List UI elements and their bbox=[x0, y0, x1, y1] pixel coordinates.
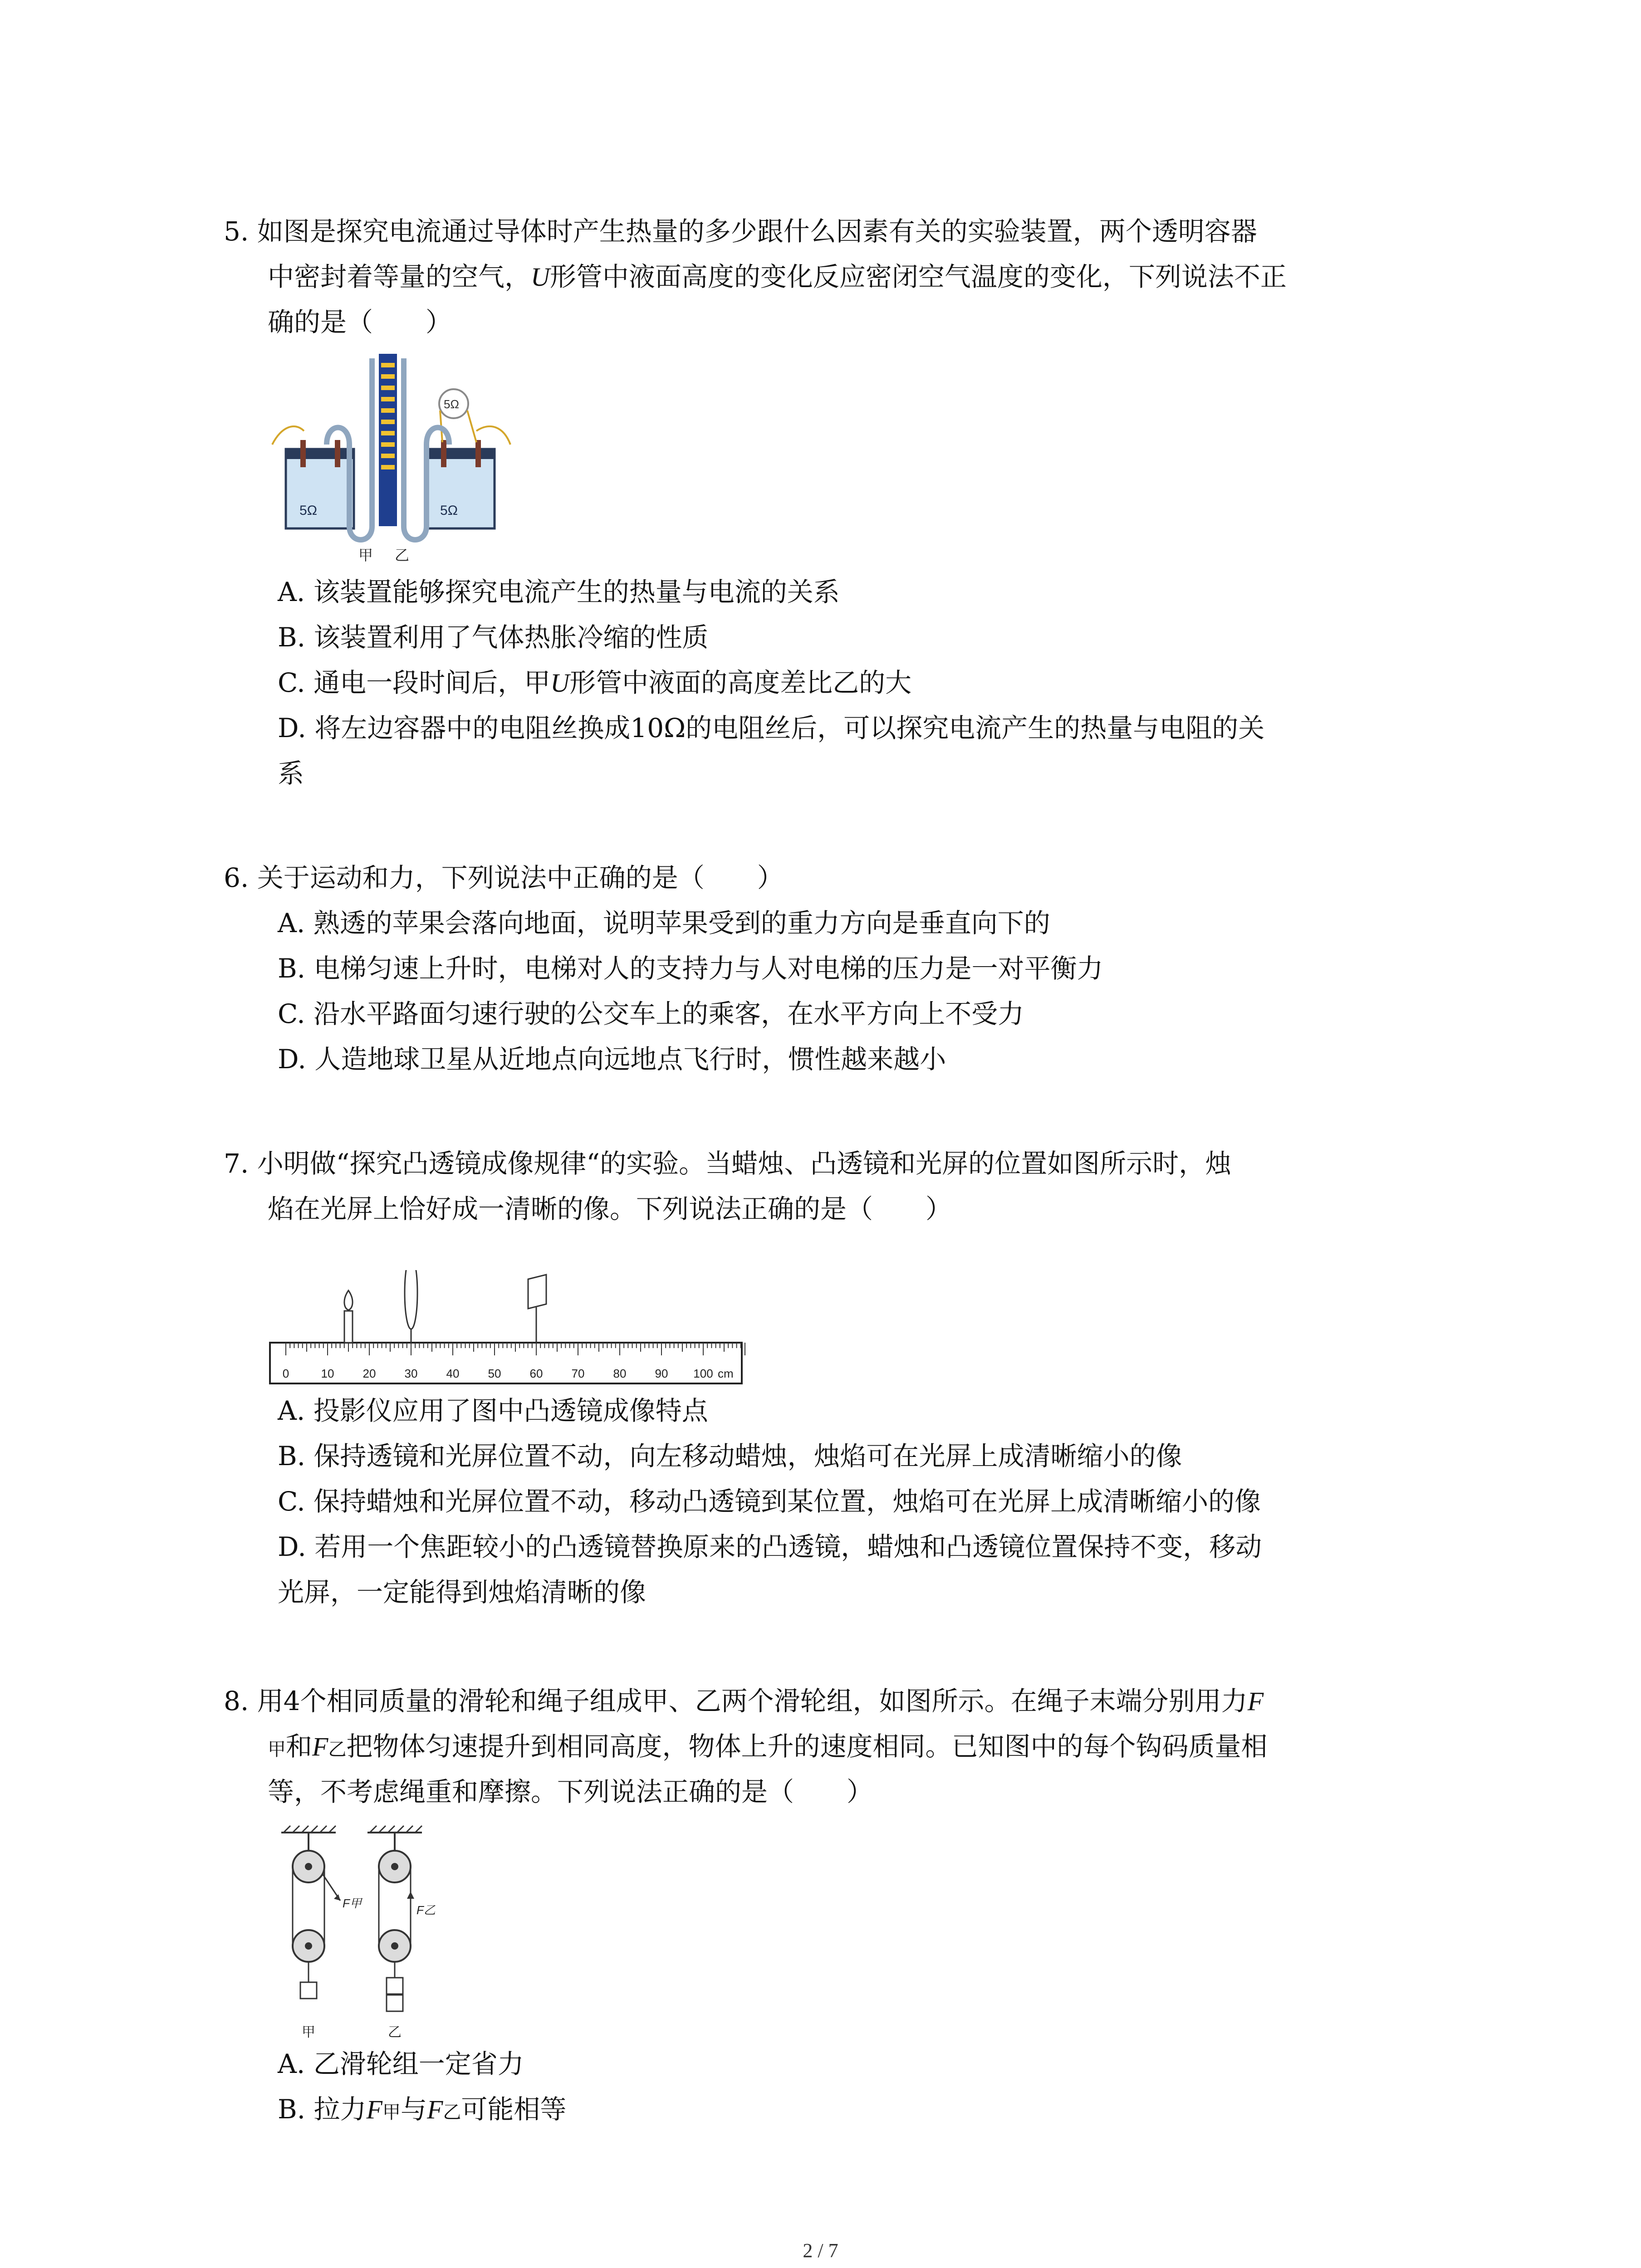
q7-ruler-label: 80 bbox=[613, 1367, 627, 1380]
q5-stem-line1: 5. 如图是探究电流通过导体时产生热量的多少跟什么因素有关的实验装置，两个透明容器 bbox=[224, 216, 1257, 247]
q6-option-b: B. 电梯匀速上升时，电梯对人的支持力与人对电梯的压力是一对平衡力 bbox=[278, 953, 1103, 984]
q7-option-c: C. 保持蜡烛和光屏位置不动，移动凸透镜到某位置，烛焰可在光屏上成清晰缩小的像 bbox=[278, 1486, 1261, 1517]
q7-ruler-unit: cm bbox=[718, 1367, 734, 1380]
q7-candle bbox=[344, 1290, 353, 1343]
q8-stem-f: F bbox=[1247, 1686, 1264, 1716]
q7-option-d-line2: 光屏，一定能得到烛焰清晰的像 bbox=[278, 1577, 647, 1608]
q5-stem-line2 bbox=[268, 259, 1287, 295]
q8-stem-text: 8. 用4个相同质量的滑轮和绳子组成甲、乙两个滑轮组，如图所示。在绳子末端分别用力 bbox=[224, 1686, 1248, 1716]
q7-ruler-label: 90 bbox=[655, 1367, 668, 1380]
q7-stem-line2: 焰在光屏上恰好成一清晰的像。下列说法正确的是（ ） bbox=[268, 1193, 952, 1224]
q8-stem-line1 bbox=[224, 1683, 1264, 1720]
q7-convex-lens bbox=[405, 1270, 417, 1343]
q8-label-jia: 甲 bbox=[302, 2025, 315, 2040]
q5-stem-line3: 确的是（ ） bbox=[268, 307, 452, 337]
q5-stem-text: 中密封着等量的空气， bbox=[268, 261, 531, 292]
page-number: 2 / 7 bbox=[803, 2239, 838, 2262]
q5-option-b: B. 该装置利用了气体热胀冷缩的性质 bbox=[278, 622, 709, 653]
q7-ruler-label: 30 bbox=[404, 1367, 418, 1380]
q7-stem-line1: 7. 小明做“探究凸透镜成像规律“的实验。当蜡烛、凸透镜和光屏的位置如图所示时，烛 bbox=[224, 1148, 1232, 1179]
q8-option-b bbox=[278, 2091, 566, 2131]
q8-label-yi: 乙 bbox=[388, 2025, 402, 2040]
q6-option-d: D. 人造地球卫星从近地点向远地点飞行时，惯性越来越小 bbox=[278, 1044, 946, 1075]
q8-option-b-yu: 与 bbox=[400, 2094, 427, 2125]
q7-ruler-body bbox=[270, 1343, 742, 1383]
q8-force-yi-label: F乙 bbox=[416, 1903, 436, 1917]
q5-stem-u: U bbox=[531, 262, 550, 292]
q7-ruler-label: 20 bbox=[362, 1367, 376, 1380]
q7-light-screen bbox=[528, 1275, 546, 1343]
q8-force-jia-label: F甲 bbox=[343, 1897, 362, 1910]
q8-pulley-figure bbox=[272, 1823, 463, 2050]
q7-option-d-line1: D. 若用一个焦距较小的凸透镜替换原来的凸透镜，蜡烛和凸透镜位置保持不变，移动 bbox=[278, 1531, 1262, 1562]
q7-ruler-label: 10 bbox=[321, 1367, 334, 1380]
q8-stem-he: 和 bbox=[286, 1731, 313, 1762]
q8-option-b-sub-yi: 乙 bbox=[443, 2102, 461, 2123]
q8-option-a: A. 乙滑轮组一定省力 bbox=[278, 2048, 524, 2079]
q8-stem-sub-jia: 甲 bbox=[268, 1739, 286, 1760]
q8-stem-f2: F bbox=[312, 1732, 328, 1761]
q5-option-d-line1: D. 将左边容器中的电阻丝换成10Ω的电阻丝后，可以探究电流产生的热量与电阻的关 bbox=[278, 713, 1265, 743]
q5-option-c-text2: 形管中液面的高度差比乙的大 bbox=[569, 667, 912, 698]
q8-option-b-sub-jia: 甲 bbox=[382, 2102, 401, 2123]
q6-stem: 6. 关于运动和力，下列说法中正确的是（ ） bbox=[224, 862, 784, 893]
q6-option-c: C. 沿水平路面匀速行驶的公交车上的乘客，在水平方向上不受力 bbox=[278, 998, 1024, 1029]
q5-u-tube-figure bbox=[268, 354, 513, 567]
q5-label-yi: 乙 bbox=[395, 547, 410, 563]
q6-option-a: A. 熟透的苹果会落向地面，说明苹果受到的重力方向是垂直向下的 bbox=[278, 908, 1050, 938]
q8-option-b-text: B. 拉力 bbox=[278, 2094, 367, 2125]
q8-option-b-f1: F bbox=[366, 2095, 382, 2124]
q7-ruler-label: 40 bbox=[446, 1367, 460, 1380]
q7-option-b: B. 保持透镜和光屏位置不动，向左移动蜡烛，烛焰可在光屏上成清晰缩小的像 bbox=[278, 1441, 1182, 1471]
q7-option-a: A. 投影仪应用了图中凸透镜成像特点 bbox=[278, 1395, 708, 1426]
q8-stem-line2 bbox=[268, 1728, 1267, 1768]
q7-ruler-label: 70 bbox=[571, 1367, 585, 1380]
q5-option-d-line2: 系 bbox=[278, 758, 304, 789]
q7-ruler-label: 100 bbox=[693, 1367, 713, 1380]
q8-option-b-text2: 可能相等 bbox=[461, 2094, 567, 2125]
q8-stem-line3: 等，不考虑绳重和摩擦。下列说法正确的是（ ） bbox=[268, 1776, 873, 1807]
q8-stem-sub-yi: 乙 bbox=[328, 1739, 347, 1760]
q5-label-jia: 甲 bbox=[358, 547, 373, 563]
q8-stem-text2: 把物体匀速提升到相同高度，物体上升的速度相同。已知图中的每个钩码质量相 bbox=[346, 1731, 1268, 1762]
q5-stem-text2: 形管中液面高度的变化反应密闭空气温度的变化，下列说法不正 bbox=[549, 261, 1287, 292]
q5-option-c-u: U bbox=[550, 668, 570, 698]
q7-optical-bench-figure bbox=[268, 1270, 749, 1388]
q8-option-b-f2: F bbox=[426, 2095, 443, 2124]
q7-ruler-label: 0 bbox=[282, 1367, 289, 1380]
q5-right-resistor-label: 5Ω bbox=[440, 503, 458, 518]
q5-option-c bbox=[278, 665, 911, 701]
q5-top-resistor-label: 5Ω bbox=[444, 397, 459, 411]
q5-option-a: A. 该装置能够探究电流产生的热量与电流的关系 bbox=[278, 577, 840, 607]
q7-ruler-label: 60 bbox=[529, 1367, 543, 1380]
q7-ruler-label: 50 bbox=[488, 1367, 501, 1380]
q5-left-resistor-label: 5Ω bbox=[299, 503, 318, 518]
q5-option-c-text: C. 通电一段时间后，甲 bbox=[278, 667, 551, 698]
